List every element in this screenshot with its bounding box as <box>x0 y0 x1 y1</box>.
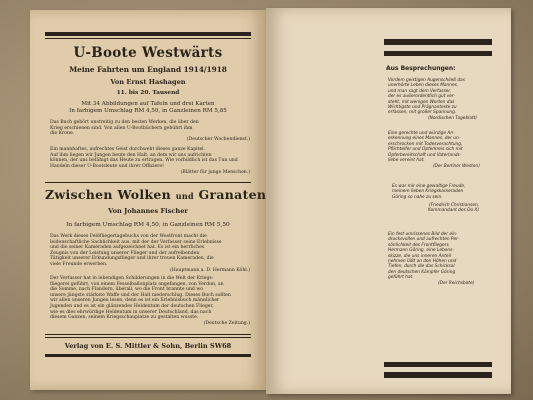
review-source: (Friedrich Christiansen, Kommandant des Do X) <box>428 203 480 214</box>
review-text: Vordem geistigen Augenschließ das unerhörte Leben dieses Mannes, und man sagt dem Verfasser, der es außerordentlich gut ver- steht, mit wenigen Worten das Wichtigste und Prägnanteste zu erfassen, mit großer Spannung. <box>388 78 465 116</box>
bottom-rule-thick <box>45 354 251 357</box>
right-bottom-bar-2 <box>384 372 492 378</box>
book2-title-und: und <box>175 191 194 201</box>
book1-subtitle: Meine Fahrten um England 1914/1918 <box>69 65 227 74</box>
bottom-rule-thin-2 <box>45 337 251 338</box>
book1-edition: 11. bis 20. Tausend <box>116 90 180 96</box>
review-source: (Der Reichsbote) <box>438 281 475 286</box>
middle-rule <box>45 182 251 183</box>
book2-review2: Der Verfasser hat in lebendigen Schilderungen in die Welt der Kriegs- fliegerei geführt, von einem Fesselballonplatz angefangen, von Verdun, an die Somme, nach Flandern, überall, wo die Front brannte und wo unsere jüngste stärkste Waffe und der Halt niederschlug. Dieses Buch sollten wir allen unseren Jungen lesen, denn es ist ein Erlebnisbuch männlicher Jugenden und es ist ein glänzendes Heldentum der deutschen Flieger, wie es dies ehrwürdige Heldentum in unserer Deutschland, das nach diesem Ganzen, seinem Kriegsschauplatze zu gestalten wusste. <box>50 276 231 321</box>
book1-review1: Das Buch gehört unstreitig zu den besten Werken, die über den Krieg erschienen sind. Von allen U-Bootbüchern gebührt ihm die Krone. <box>50 120 199 137</box>
right-top-bar-2 <box>384 51 492 56</box>
top-rule-thick <box>45 32 251 36</box>
left-page <box>30 10 266 390</box>
book1-author: Von Ernst Hashagen <box>110 78 186 86</box>
book2-title <box>45 187 266 202</box>
review-source: (Der Berliner Westen) <box>433 164 480 169</box>
review-source: (Nordischen Tageblatt) <box>428 116 478 121</box>
reviews-column <box>378 64 506 364</box>
book2-review2-source: (Deutsche Zeitung.) <box>203 321 250 326</box>
book1-review1-source: (Deutscher Wochendienst.) <box>186 137 250 142</box>
review-text: Es war mir eine gewaltige Freude, meinem lieben Kriegskameraden Göring so nahe zu sein. <box>392 184 466 200</box>
reviews-heading: Aus Besprechungen: <box>386 65 456 72</box>
book1-price: In farbigem Umschlag RM 4,50, in Ganzleinen RM 5,85 <box>69 108 227 114</box>
book2-price: In farbigem Umschlag RM 4,50, in Ganzleinen RM 5,50 <box>66 222 230 228</box>
publisher-line: Verlag von E. S. Mittler & Sohn, Berlin SW68 <box>64 342 232 350</box>
book1-review2-source: (Blätter für junge Menschen.) <box>180 170 250 175</box>
bottom-rule-thin <box>45 334 251 335</box>
book2-author: Von Johannes Fischer <box>108 207 188 215</box>
book2-review1-source: (Hauptmann a. D. Hermann Köhl.) <box>170 268 250 273</box>
book2-review1: Das Werk dieses Feldfliegertagebuchs von der Westfront macht die leidenschaftliche Sachlichkeit aus, mit der der Verfasser seine Erlebnisse und die seiner Kameraden aufgezeichnet hat. Es ist ein herrliches Zeugnis von der Leistung unserer Flieger und der aufreibenden Tätigkeit unserer Erkundungsflieger und ihrer treuen Kameraden, die viele Freunde erwerben. <box>50 234 222 267</box>
book1-illustrations: Mit 34 Abbildungen auf Tafeln und drei Karten <box>81 101 215 107</box>
review-text: Ein fest umrissenes Bild der ein- drucksvollen und aufrechten Per- sönlichkeit des Frontfliegers Hermann Göring, eine Lebens- skizze, die uns inneren Anteil nehmen läßt an den Höhen und Tiefen, durch die das Schicksal den deutschen Kämpfer Göring geführt hat. <box>388 232 460 281</box>
book1-review2: Ein mannhaftes, aufrechtes Geist durchweht dieses ganze Kapitel. Auf ihm liegen wir Jungen heute den Halt, an dem wir uns aufrichten können, der uns befähigt das Heute zu ertragen. Wie vorbildlich ist das Tun und Handeln dieser U-Bootsleute und ihrer Offiziere! <box>50 147 238 169</box>
book1-title: U-Boote Westwärts <box>73 45 223 61</box>
right-top-bar-1 <box>384 39 492 45</box>
book2-title-b: Granaten <box>198 187 266 202</box>
review-text: Eine gerechte und würdige An- erkennung eines Mannes, der un- erschrocken mit Todesverachtung, Pflichteifer und Opferkreis sich mit Opferbereitschaft und Vaterlands- liebe vereint hat. <box>388 131 463 164</box>
book2-title-a: Zwischen Wolken <box>45 187 172 202</box>
top-rule-thin <box>45 38 251 39</box>
